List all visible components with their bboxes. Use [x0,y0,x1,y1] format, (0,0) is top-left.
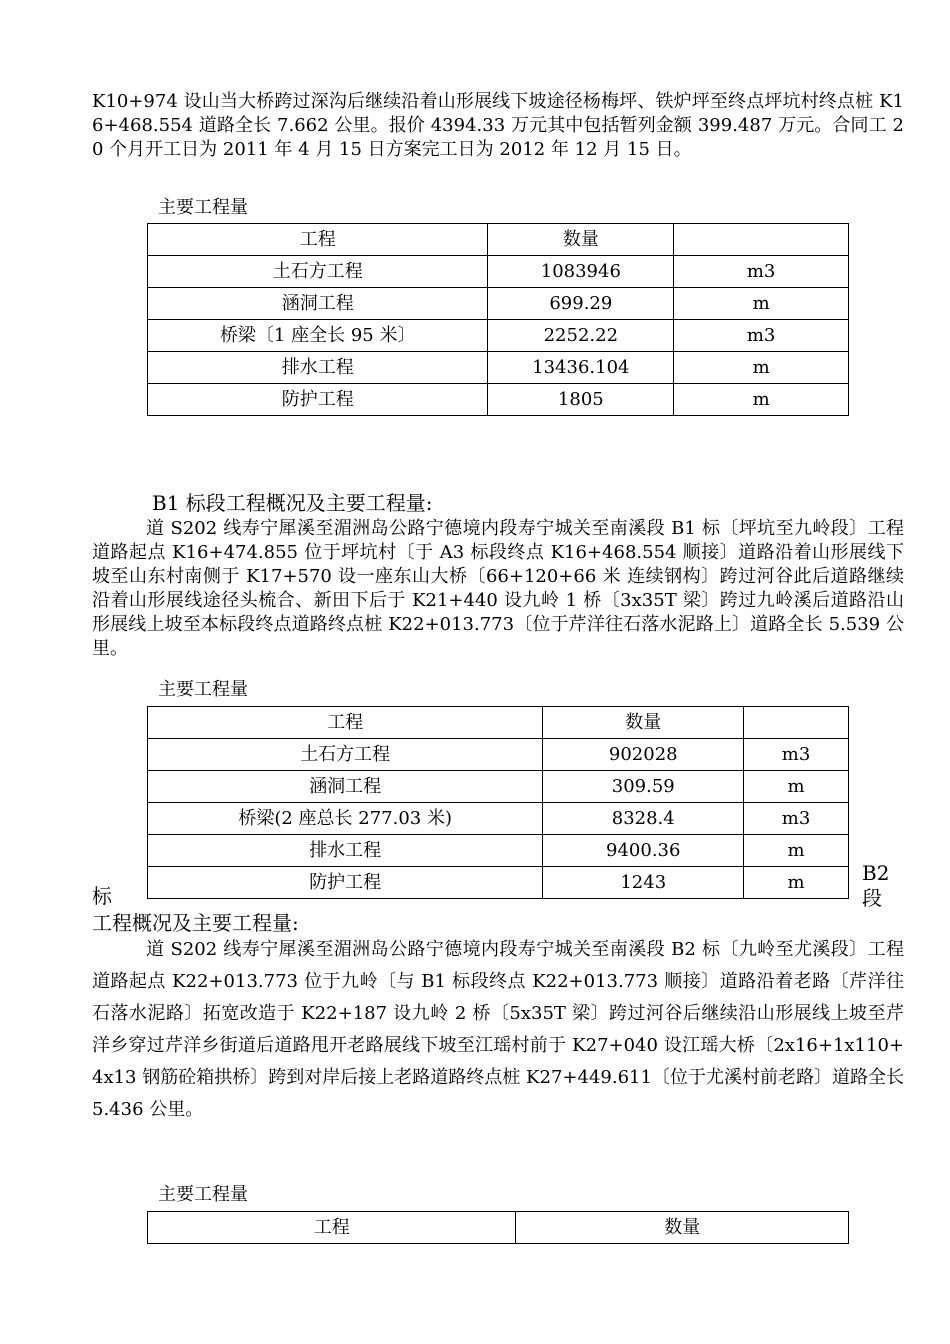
b2-paragraph: 道 S202 线寿宁犀溪至湄洲岛公路宁德境内段寿宁城关至南溪段 B2 标〔九岭至尤溪段〕工程道路起点 K22+013.773 位于九岭〔与 B1 标段终点 K22+013.773 顺接〕道路沿着老路〔芹洋往石落水泥路〕拓宽改造于 K22+187 设九岭 2 桥〔5x35T 梁〕跨过河谷后继续沿山形展线上坡至芹洋乡穿过芹洋乡街道后道路甩开老路展线下坡至江瑶村前于 K27+040 设江瑶大桥〔2x16+1x110+4x13 钢筋砼箱拱桥〕跨到对岸后接上老路道路终点桩 K27+449.611〔位于尤溪村前老路〕道路全长 5.436 公里。 [92,939,904,1120]
unit-cell: m [674,288,849,320]
table-row [148,803,849,835]
item-cell: 涵洞工程 [148,771,543,803]
table-header-row [148,707,849,739]
b1-heading: B1 标段工程概况及主要工程量: [152,491,433,515]
quantity-cell: 2252.22 [488,320,674,352]
quantity-cell: 699.29 [488,288,674,320]
a3-intro-paragraph: K10+974 设山当大桥跨过深沟后继续沿着山形展线下坡途径杨梅坪、铁炉坪至终点坪坑村终点桩 K16+468.554 道路全长 7.662 公里。报价 4394.33 万元其中包括暂列金额 399.487 万元。合同工 20 个月开工日为 2011 年 4 月 15 日方案完工日为 2012 年 12 月 15 日。 [92,91,904,160]
unit-cell: m3 [674,320,849,352]
table-row [148,320,849,352]
table-row [148,384,849,416]
item-cell: 防护工程 [148,384,488,416]
quantity-cell: 1083946 [488,256,674,288]
quantity-cell: 9400.36 [543,835,744,867]
quantity-cell: 1243 [543,867,744,899]
table-header-row [148,1212,849,1244]
quantity-table-b2 [147,1211,849,1244]
quantity-cell: 309.59 [543,771,744,803]
header-cell: 数量 [488,224,674,256]
header-cell: 数量 [543,707,744,739]
item-cell: 土石方工程 [148,739,543,771]
item-cell: 防护工程 [148,867,543,899]
quantity-cell: 1805 [488,384,674,416]
table3-caption: 主要工程量 [158,1184,248,1205]
table-row [148,867,849,899]
quantity-table-b1 [147,706,849,899]
item-cell: 排水工程 [148,835,543,867]
quantity-table-a3 [147,223,849,416]
b2-heading-fragment-left: 标 [92,884,112,908]
header-cell [744,707,849,739]
b1-paragraph: 道 S202 线寿宁犀溪至湄洲岛公路宁德境内段寿宁城关至南溪段 B1 标〔坪坑至九岭段〕工程道路起点 K16+474.855 位于坪坑村〔于 A3 标段终点 K16+468.554 顺接〕道路沿着山形展线下坡至山东村南侧于 K17+570 设一座东山大桥〔66+120+66 米 连续钢构〕跨过河谷此后道路继续沿着山形展线途径头梳合、新田下后于 K21+440 设九岭 1 桥〔3x35T 梁〕跨过九岭溪后道路沿山形展线上坡至本标段终点道路终点桩 K22+013.773〔位于芹洋往石落水泥路上〕道路全长 5.539 公里。 [92,518,904,659]
unit-cell: m [674,384,849,416]
item-cell: 涵洞工程 [148,288,488,320]
table-row [148,739,849,771]
unit-cell: m3 [744,739,849,771]
item-cell: 桥梁〔1 座全长 95 米〕 [148,320,488,352]
quantity-cell: 902028 [543,739,744,771]
table-row [148,256,849,288]
header-cell: 数量 [516,1212,849,1244]
quantity-cell: 13436.104 [488,352,674,384]
item-cell: 土石方工程 [148,256,488,288]
quantity-cell: 8328.4 [543,803,744,835]
table2-caption: 主要工程量 [158,679,248,700]
b2-heading-fragment-right-2: 段 [862,886,882,910]
b2-heading: 工程概况及主要工程量: [92,911,299,935]
item-cell: 桥梁(2 座总长 277.03 米) [148,803,543,835]
unit-cell: m [674,352,849,384]
unit-cell: m3 [744,803,849,835]
b2-heading-fragment-right-1: B2 [862,861,890,885]
unit-cell: m [744,771,849,803]
unit-cell: m [744,835,849,867]
item-cell: 排水工程 [148,352,488,384]
table-row [148,352,849,384]
unit-cell: m3 [674,256,849,288]
table-header-row [148,224,849,256]
header-cell [674,224,849,256]
unit-cell: m [744,867,849,899]
table-row [148,771,849,803]
table1-caption: 主要工程量 [158,197,248,218]
header-cell: 工程 [148,707,543,739]
table-row [148,835,849,867]
header-cell: 工程 [148,1212,516,1244]
table-row [148,288,849,320]
header-cell: 工程 [148,224,488,256]
